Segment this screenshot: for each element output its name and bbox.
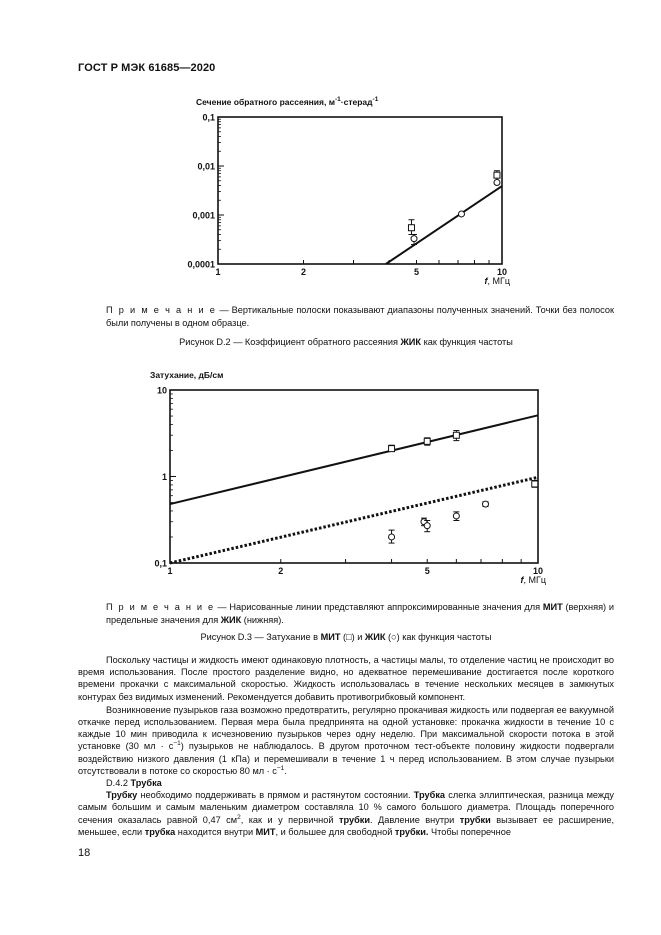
y-tick-label: 1 <box>161 472 167 482</box>
x-tick-label: 5 <box>424 566 430 576</box>
note-text: (нижняя). <box>241 614 284 625</box>
x-tick-label: 2 <box>300 267 307 277</box>
paragraph-text: . <box>284 765 287 776</box>
x-tick-label: 1 <box>167 566 173 576</box>
paragraph-text: Чтобы поперечное <box>428 826 511 837</box>
page-number: 18 <box>78 847 91 859</box>
y-tick-label: 0,001 <box>192 210 215 221</box>
figure-d2-chart <box>150 86 570 302</box>
paragraph-text: слегка эллиптическая, разница между самым большим и самым маленьким диаметром составляла 10 % самого большого диаметра. Площадь поперечного сечения оказалась равной 0,47 см <box>78 790 615 825</box>
data-point-square <box>424 438 430 444</box>
data-point-square <box>494 172 500 178</box>
caption-text: Рисунок D.3 — Затухание в <box>200 632 321 642</box>
data-point-circle <box>411 236 417 242</box>
x-tick-label: 1 <box>215 267 221 277</box>
paragraph-1: Поскольку частицы и жидкость имеют одинаковую плотность, а частицы малы, то отделение частиц не происходит во время использования. После простого разделение видно, но адекватное перемешивание достигается после короткого времени прокачки с максимальной скоростью. Жидкость использовалась в течение нескольких месяцев в замкнутых контурах без видимых изменений. Рекомендуется добавить противогрибковый компонент. <box>78 655 614 702</box>
x-axis-label: f, МГц <box>520 575 546 585</box>
caption-text: Рисунок D.2 — Коэффициент обратного рассеяния <box>179 337 401 347</box>
data-point-circle <box>494 180 500 186</box>
plot-frame <box>170 390 538 563</box>
term-bold: трубка <box>144 826 176 837</box>
caption-text: как функция частоты <box>421 337 513 347</box>
note-text: — Нарисованные линии представляют аппроксимированные значения для <box>214 602 543 612</box>
note-bold: ЖИК <box>220 614 242 625</box>
y-tick-label: 0,1 <box>154 558 167 569</box>
data-point-square <box>408 225 414 231</box>
term-bold: Трубку <box>106 790 138 801</box>
data-point-square <box>389 446 395 452</box>
paragraph-text: вызывает ее расширение, меньшее, если <box>78 814 615 837</box>
y-tick-label: 0,0001 <box>187 259 215 270</box>
figure-d3-note <box>106 601 614 626</box>
data-point-circle <box>389 534 395 540</box>
note-label: П р и м е ч а н и е <box>106 602 215 612</box>
x-axis-label: f, МГц <box>484 276 510 286</box>
y-tick-label: 10 <box>156 385 167 396</box>
x-tick-label: 10 <box>496 267 508 277</box>
x-tick-label: 10 <box>532 566 544 576</box>
figure-d2-caption <box>78 337 614 347</box>
term-bold: трубки <box>338 814 370 825</box>
caption-text: (□) и <box>340 632 365 642</box>
data-point-circle <box>458 211 464 217</box>
x-tick-label: 2 <box>278 566 284 576</box>
plot-frame <box>218 117 502 264</box>
x-tick-label: 5 <box>413 267 420 277</box>
term-bold: трубки. <box>394 826 429 837</box>
data-point-square <box>453 432 459 438</box>
superscript: 2 <box>237 813 241 821</box>
y-axis-label: Сечение обратного рассеяния, $м^{-1}\cdot стерад^{-1}$ <box>196 96 379 107</box>
paragraph-text: находится внутри <box>175 826 256 837</box>
term-bold: МИТ <box>255 826 276 837</box>
y-tick-label: 0,01 <box>197 161 215 172</box>
y-axis-label: Затухание, дБ/см <box>150 370 224 380</box>
note-text: (верхняя) и предельные значения для <box>106 602 614 625</box>
superscript: −1 <box>276 764 285 772</box>
caption-bold: ЖИК <box>364 632 386 642</box>
paragraph-text: , и большее для свободной <box>275 826 395 837</box>
subsection-heading <box>78 777 614 789</box>
paragraph-text: . Давление внутри <box>370 814 460 825</box>
term-bold: трубки <box>459 814 491 825</box>
superscript: −1 <box>173 740 181 748</box>
paragraph-text: необходимо поддерживать в прямом и растянутом состоянии. <box>137 790 414 801</box>
fit-line-solid <box>386 186 502 264</box>
data-point-circle <box>453 513 459 519</box>
subsection-title: Трубка <box>130 778 162 789</box>
caption-bold: МИТ <box>320 632 341 642</box>
data-point-circle <box>424 523 430 529</box>
figure-d2-note <box>106 304 614 329</box>
figure-d3-chart <box>140 368 560 594</box>
paragraph-text: ) пузырьков не наблюдалось. В другом проточном тест-объекте половину жидкости подвергали воздействию низкого давления (1 кПа) и перемешивали в течение 1 ч перед использованием. В этом случае пузырьки отсутствовали в потоке со скоростью 80 мл · с <box>78 741 614 776</box>
data-point-square <box>532 481 538 487</box>
figure-d3-caption <box>78 632 614 642</box>
note-text: — Вертикальные полоски показывают диапазоны полученных значений. Точки без полосок были получены в одном образце. <box>106 305 614 328</box>
term-bold: Трубка <box>413 790 446 801</box>
note-label: П р и м е ч а н и е <box>106 305 217 315</box>
subsection-number: D.4.2 <box>106 778 128 789</box>
paragraph-text: Возникновение пузырьков газа возможно предотвратить, регулярно прокачивая жидкость или подвергая ее вакуумной откачке перед использованием. Первая мера была предпринята на одной установке: прокачка жидкости в течение 10 с каждые 10 мин приводила к исчезновению пузырьков через одну неделю. При максимальной скорости потока в этой установке (30 мл · с <box>78 704 615 752</box>
body-text <box>78 654 614 838</box>
document-header: ГОСТ Р МЭК 61685—2020 <box>78 62 216 74</box>
caption-bold: ЖИК <box>400 337 422 347</box>
data-point-circle <box>482 501 488 507</box>
note-bold: МИТ <box>542 602 563 612</box>
y-tick-label: 0,1 <box>202 112 215 123</box>
paragraph-text: , как и у первичной <box>240 814 339 825</box>
paragraph-2 <box>78 704 614 777</box>
caption-text: (○) как функция частоты <box>385 632 492 642</box>
paragraph-3 <box>78 789 614 838</box>
